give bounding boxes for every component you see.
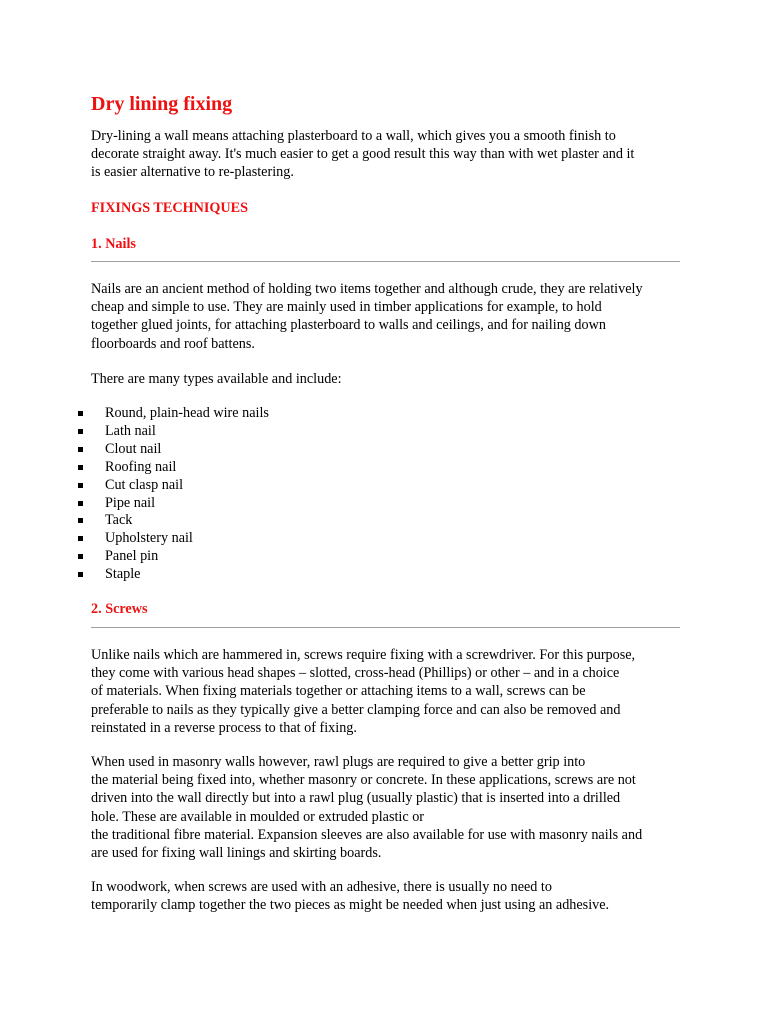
bullet-square-icon [78,465,83,470]
list-item-label: Roofing nail [105,458,177,475]
bullet-square-icon [78,411,83,416]
screws-paragraph-2 [91,753,691,862]
screws-line: are used for fixing wall linings and skirting boards. [91,845,382,862]
screws-line: reinstated in a reverse process to that of fixing. [91,719,357,736]
screws-line: of materials. When fixing materials together or attaching items to a wall, screws can be [91,683,586,700]
screws-line: hole. These are available in moulded or extruded plastic or [91,808,425,825]
list-item [78,512,269,530]
nails-line: Nails are an ancient method of holding two items together and although crude, they are relatively [91,281,643,297]
nail-types-intro: There are many types available and include: [91,371,342,387]
screws-line: the traditional fibre material. Expansion sleeves are also available for use with masonry nails and [91,826,643,843]
intro-line: Dry-lining a wall means attaching plasterboard to a wall, which gives you a smooth finish to [91,128,616,144]
bullet-square-icon [78,536,83,541]
nails-paragraph [91,280,691,353]
bullet-square-icon [78,429,83,434]
list-item [78,495,269,513]
screws-line: driven into the wall directly but into a rawl plug (usually plastic) that is inserted into a drilled [91,790,621,807]
screws-line: In woodwork, when screws are used with an adhesive, there is usually no need to [91,879,552,895]
screws-paragraph-3 [91,878,691,914]
list-item [78,566,269,584]
fixings-techniques-heading: FIXINGS TECHNIQUES [91,200,249,216]
nails-heading: 1. Nails [91,236,136,252]
screws-paragraph-1 [91,646,691,737]
list-item [78,548,269,566]
screws-line: Unlike nails which are hammered in, screws require fixing with a screwdriver. For this purpose, [91,647,636,663]
list-item [78,477,269,495]
list-item [78,459,269,477]
nail-types-list [78,405,269,584]
screws-line: they come with various head shapes – slotted, cross-head (Phillips) or other – and in a choice [91,665,620,682]
nails-line: together glued joints, for attaching plasterboard to walls and ceilings, and for nailing down [91,317,606,334]
list-item-label: Upholstery nail [105,530,193,547]
list-item [78,423,269,441]
bullet-square-icon [78,518,83,523]
intro-line: decorate straight away. It's much easier to get a good result this way than with wet plaster and it [91,146,635,163]
list-item-label: Pipe nail [105,494,156,511]
screws-line: preferable to nails as they typically give a better clamping force and can also be removed and [91,701,621,718]
bullet-square-icon [78,554,83,559]
list-item-label: Clout nail [105,440,162,457]
screws-line: the material being fixed into, whether masonry or concrete. In these applications, screws are not [91,772,636,789]
bullet-square-icon [78,572,83,577]
list-item [78,405,269,423]
bullet-square-icon [78,483,83,488]
list-item-label: Round, plain-head wire nails [105,405,269,421]
screws-line: temporarily clamp together the two pieces as might be needed when just using an adhesive. [91,897,610,914]
list-item [78,530,269,548]
bullet-square-icon [78,501,83,506]
list-item-label: Lath nail [105,422,156,439]
list-item [78,441,269,459]
nails-line: floorboards and roof battens. [91,335,255,352]
intro-line: is easier alternative to re-plastering. [91,164,294,181]
nails-line: cheap and simple to use. They are mainly used in timber applications for example, to hold [91,299,602,316]
intro-paragraph [91,127,691,182]
screws-line: When used in masonry walls however, rawl plugs are required to give a better grip into [91,754,586,770]
list-item-label: Tack [105,512,133,529]
list-item-label: Panel pin [105,548,159,565]
screws-heading: 2. Screws [91,601,148,617]
bullet-square-icon [78,447,83,452]
list-item-label: Cut clasp nail [105,476,184,493]
page-title: Dry lining fixing [91,93,233,115]
list-item-label: Staple [105,566,141,583]
screws-divider [91,627,680,628]
nails-divider [91,261,680,262]
